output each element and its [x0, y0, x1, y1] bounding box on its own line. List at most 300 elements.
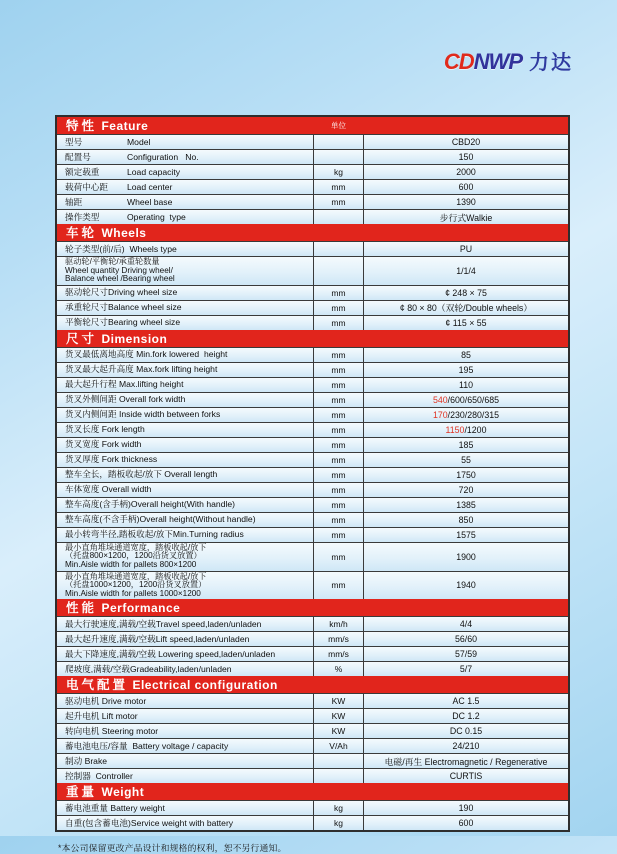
row-label-text: [65, 696, 313, 707]
row-label-zh: 自重(包含蓄电池): [65, 817, 131, 828]
unit-cell: kg: [314, 165, 364, 179]
value-cell: [364, 438, 568, 452]
value-text: DC 0.15: [449, 726, 483, 737]
row-label: [57, 647, 314, 661]
value-cell: [364, 572, 568, 600]
spec-row: [57, 377, 568, 392]
unit-cell: [314, 210, 364, 224]
row-label: [57, 242, 314, 256]
row-label-line: Min.Aisle width for pallets 1000×1200: [65, 588, 201, 598]
section-title-zh: 特性: [66, 119, 98, 133]
value-text: 1385: [456, 499, 476, 510]
row-label-text: [65, 439, 313, 450]
row-label: [57, 468, 314, 482]
row-label: [57, 498, 314, 512]
value-cell: [364, 423, 568, 437]
row-label-text: [65, 514, 313, 525]
row-label-text: [65, 484, 313, 495]
value-cell: [364, 647, 568, 661]
value-text: ¢ 248 × 75: [445, 287, 487, 298]
row-label-en: Overall fork width: [116, 394, 186, 405]
row-label-en: Max.fork lifting height: [133, 364, 218, 375]
value-text: 电磁/再生 Electromagnetic / Regenerative: [384, 756, 548, 767]
value-text: DC 1.2: [452, 711, 480, 722]
row-label-en: Inside width between forks: [116, 409, 221, 420]
row-label-zh: 起升电机: [65, 710, 100, 721]
unit-cell: KW: [314, 694, 364, 708]
section-header-wheels: [57, 224, 568, 241]
row-label-zh: 蓄电池电压/容量: [65, 740, 128, 751]
row-label-text: [65, 137, 313, 148]
value-cell: [364, 754, 568, 768]
row-label-text: [65, 469, 313, 480]
row-label-en: Brake: [82, 755, 108, 766]
row-label-zh: 控制器: [65, 770, 91, 781]
row-label-text: [65, 741, 313, 752]
value-cell: [364, 408, 568, 422]
row-label-zh: 最大起升速度,满载/空载: [65, 633, 156, 644]
unit-cell: mm: [314, 498, 364, 512]
section-title-en: Electrical configuration: [132, 678, 278, 693]
value-cell: [364, 801, 568, 815]
spec-row: [57, 646, 568, 661]
spec-row: [57, 256, 568, 285]
row-label-text: [65, 287, 313, 298]
row-label: [57, 724, 314, 738]
unit-cell: mm: [314, 286, 364, 300]
value-cell: [364, 483, 568, 497]
value-cell: [364, 724, 568, 738]
section-header-performance: [57, 599, 568, 616]
value-text: 110: [458, 379, 474, 390]
section-title: [57, 116, 314, 135]
spec-row: [57, 437, 568, 452]
unit-cell: mm/s: [314, 632, 364, 646]
row-label-text: [65, 818, 313, 829]
spec-row: [57, 631, 568, 646]
row-label-text: [65, 664, 313, 675]
row-label-text: [65, 771, 313, 782]
value-text: 1750: [456, 469, 476, 480]
value-text: 4/4: [459, 619, 473, 630]
row-label-zh: 货叉最低离地高度: [65, 349, 134, 360]
row-label-zh: 轴距: [65, 196, 83, 207]
unit-cell: mm: [314, 408, 364, 422]
value-cell: [364, 632, 568, 646]
value-text: 190: [458, 803, 474, 814]
value-text: 195: [458, 364, 474, 375]
row-label-zh: 爬坡度,满载/空载: [65, 663, 130, 674]
logo-chinese-name: 力达: [529, 52, 573, 74]
row-label-text: [65, 711, 313, 722]
row-label-en: Battery weight: [107, 802, 165, 813]
row-label-text: [65, 649, 313, 660]
unit-cell: %: [314, 662, 364, 676]
row-label-en: Overall length: [161, 469, 218, 480]
spec-row: [57, 753, 568, 768]
row-label-text: [65, 619, 313, 630]
row-label-text: [65, 152, 313, 163]
value-text: 57/59: [454, 649, 477, 660]
spec-row: [57, 815, 568, 830]
value-text: 2000: [456, 167, 476, 177]
spec-row: [57, 512, 568, 527]
row-label: [57, 709, 314, 723]
unit-cell: [314, 769, 364, 783]
value-cell: [364, 348, 568, 362]
row-label-en: Min.Turning radius: [172, 529, 244, 540]
row-label-zh: 驱动轮尺寸: [65, 287, 108, 298]
value-highlight: 170: [432, 409, 448, 420]
value-tail: /230/280/315: [447, 409, 500, 420]
value-tail: /1200: [464, 424, 487, 435]
row-label-en: Controller: [90, 770, 133, 781]
row-label-text: [65, 317, 313, 328]
value-cell: [364, 242, 568, 256]
value-text: 600: [458, 818, 474, 829]
row-label-en: Balance wheel size: [107, 302, 182, 313]
unit-cell: mm: [314, 316, 364, 330]
value-cell: [364, 180, 568, 194]
spec-row: [57, 285, 568, 300]
value-cell: [364, 468, 568, 482]
row-label-text: [65, 499, 313, 510]
row-label-line: Balance wheel /Bearing wheel: [65, 274, 175, 284]
row-label-text: [65, 167, 313, 178]
row-label-text: [65, 756, 313, 767]
spec-row: [57, 542, 568, 571]
row-label-zh: 最大下降速度,满载/空载: [65, 648, 156, 659]
unit-cell: [314, 242, 364, 256]
row-label-text: [65, 364, 313, 375]
section-title: [57, 782, 314, 801]
value-cell: [364, 694, 568, 708]
row-label-zh: 驱动电机: [65, 695, 100, 706]
unit-cell: mm: [314, 483, 364, 497]
row-label-en: Lift motor: [99, 710, 138, 721]
spec-row: [57, 194, 568, 209]
row-label-en: Load center: [127, 181, 173, 192]
spec-table: [55, 115, 570, 832]
row-label: [57, 363, 314, 377]
row-label-zh: 配置号: [65, 151, 91, 162]
value-text: 1900: [456, 551, 476, 562]
brand-logo: [444, 46, 573, 75]
value-cell: [364, 528, 568, 542]
unit-cell: mm: [314, 572, 364, 600]
value-cell: [364, 363, 568, 377]
section-title-zh: 车轮: [66, 226, 98, 240]
unit-cell: mm: [314, 513, 364, 527]
row-label-line: 最小直角堆垛通道宽度，踏板收起/放下: [65, 571, 207, 581]
value-text: 1390: [456, 197, 476, 207]
unit-cell: mm: [314, 363, 364, 377]
spec-row: [57, 164, 568, 179]
unit-cell: mm: [314, 468, 364, 482]
row-label: [57, 393, 314, 407]
spec-row: [57, 362, 568, 377]
unit-cell: KW: [314, 724, 364, 738]
row-label-line: Min.Aisle width for pallets 800×1200: [65, 559, 197, 569]
row-label-en: Lift speed,laden/unladen: [155, 633, 250, 644]
spec-row: [57, 693, 568, 708]
row-label-zh: 整车高度(不含手柄): [65, 514, 140, 525]
row-label-zh: 货叉长度: [65, 424, 100, 435]
row-label-text: [65, 529, 313, 540]
section-title-zh: 重量: [66, 785, 98, 800]
row-label-zh: 货叉内侧间距: [65, 409, 117, 420]
spec-row: [57, 315, 568, 330]
row-label: [57, 528, 314, 542]
value-cell: [364, 301, 568, 315]
value-text: 600: [458, 182, 474, 192]
unit-cell: mm: [314, 423, 364, 437]
unit-cell: kg: [314, 816, 364, 830]
section-title-zh: 性能: [66, 601, 98, 616]
section-title-en: Dimension: [101, 331, 168, 346]
spec-row: [57, 723, 568, 738]
value-text: CBD20: [451, 137, 481, 147]
row-label-en: Service weight with battery: [130, 817, 234, 828]
unit-cell: [314, 754, 364, 768]
row-label-en: Bearing wheel size: [107, 317, 181, 328]
value-cell: [364, 286, 568, 300]
row-label-zh: 货叉最大起升高度: [65, 364, 134, 375]
value-cell: [364, 393, 568, 407]
value-cell: [364, 210, 568, 224]
value-cell: [364, 543, 568, 571]
value-cell: [364, 195, 568, 209]
row-label: [57, 453, 314, 467]
row-label: [57, 632, 314, 646]
value-highlight: 1150: [445, 424, 465, 435]
row-label-en: Driving wheel size: [107, 287, 178, 298]
row-label-zh: 最大行驶速度,满载/空载: [65, 618, 156, 629]
value-text: CURTIS: [449, 771, 483, 782]
row-label-en: Overall height(With handle): [130, 499, 236, 510]
value-text: 150: [458, 152, 474, 162]
value-cell: [364, 150, 568, 164]
value-text: ¢ 80 × 80（双轮/Double wheels）: [399, 303, 533, 314]
value-text: 1940: [456, 580, 476, 591]
row-label-en: Overall width: [99, 484, 152, 495]
spec-row: [57, 571, 568, 600]
row-label-zh: 货叉厚度: [65, 454, 100, 465]
row-label: [57, 572, 314, 600]
row-label-line: 最小直角堆垛通道宽度，踏板收起/放下: [65, 542, 207, 552]
section-title-en: Weight: [101, 785, 145, 800]
value-cell: [364, 739, 568, 753]
unit-cell: kg: [314, 801, 364, 815]
spec-row: [57, 179, 568, 194]
row-label: [57, 543, 314, 571]
value-text: PU: [459, 244, 473, 254]
row-label: [57, 195, 314, 209]
value-cell: [364, 709, 568, 723]
section-header-weight: [57, 783, 568, 800]
spec-row: [57, 422, 568, 437]
spec-row: [57, 392, 568, 407]
row-label-text: [65, 197, 313, 208]
row-label-text: [65, 182, 313, 193]
row-label-zh: 承重轮尺寸: [65, 302, 108, 313]
row-label-zh: 制动: [65, 755, 83, 766]
row-label-en: Fork length: [99, 424, 145, 435]
unit-cell: [314, 257, 364, 285]
row-label: [57, 257, 314, 285]
value-cell: [364, 378, 568, 392]
unit-cell: mm: [314, 180, 364, 194]
row-label-en: Min.fork lowered height: [133, 349, 228, 360]
row-label-en: Wheel base: [127, 196, 173, 207]
section-title-en: Feature: [101, 119, 149, 133]
row-label-en: Steering motor: [99, 725, 159, 736]
row-label-line: （托盘1000×1200，1200沿货叉放置）: [65, 580, 207, 590]
row-label-en: Fork thickness: [99, 454, 158, 465]
row-label: [57, 165, 314, 179]
unit-cell: mm: [314, 393, 364, 407]
section-title-en: Wheels: [101, 226, 147, 240]
value-cell: [364, 498, 568, 512]
row-label: [57, 135, 314, 149]
row-label-zh: 最大起升行程: [65, 379, 117, 390]
row-label-text: [65, 634, 313, 645]
row-label-text: [65, 379, 313, 390]
value-cell: [364, 513, 568, 527]
value-cell: [364, 769, 568, 783]
section-title-zh: 尺寸: [66, 331, 98, 346]
unit-cell: mm: [314, 348, 364, 362]
value-text: AC 1.5: [452, 696, 480, 707]
row-label-text: [65, 454, 313, 465]
value-text: 5/7: [459, 664, 473, 675]
row-label: [57, 694, 314, 708]
spec-row: [57, 661, 568, 676]
spec-row: [57, 241, 568, 256]
unit-cell: km/h: [314, 617, 364, 631]
section-header-dimension: [57, 330, 568, 347]
row-label-en: Wheels type: [124, 243, 177, 254]
row-label: [57, 180, 314, 194]
unit-cell: V/Ah: [314, 739, 364, 753]
row-label-en: Max.lifting height: [116, 379, 184, 390]
unit-cell: [314, 135, 364, 149]
row-label-zh: 最小转弯半径,踏板收起/放下: [65, 529, 173, 540]
value-cell: [364, 453, 568, 467]
row-label: [57, 662, 314, 676]
spec-row: [57, 467, 568, 482]
row-label-text: [65, 244, 313, 255]
spec-row: [57, 134, 568, 149]
row-label-line: 驱动轮/平衡轮/承重轮数量: [65, 257, 160, 266]
value-text: 1/1/4: [456, 265, 476, 276]
unit-cell: mm: [314, 543, 364, 571]
row-label-text: [65, 394, 313, 405]
section-title-en: Performance: [101, 601, 181, 616]
row-label: [57, 617, 314, 631]
row-label-zh: 货叉外侧间距: [65, 394, 117, 405]
spec-row: [57, 149, 568, 164]
row-label-en: Gradeability,laden/unladen: [129, 663, 232, 674]
section-header-electrical: [57, 676, 568, 693]
row-label: [57, 378, 314, 392]
row-label-text: [65, 302, 313, 313]
row-label: [57, 150, 314, 164]
row-label-en: Load capacity: [127, 166, 181, 177]
row-label-zh: 操作类型: [65, 211, 100, 222]
unit-cell: mm: [314, 438, 364, 452]
row-label-en: Configuration No.: [127, 151, 199, 162]
value-cell: [364, 617, 568, 631]
spec-row: [57, 616, 568, 631]
section-title-zh: 电气配置: [66, 678, 129, 693]
spec-row: [57, 527, 568, 542]
row-label-text: [65, 726, 313, 737]
row-label: [57, 769, 314, 783]
value-text: 85: [461, 349, 471, 360]
row-label: [57, 408, 314, 422]
row-label: [57, 348, 314, 362]
row-label-en: Battery voltage / capacity: [127, 740, 229, 751]
spec-row: [57, 738, 568, 753]
row-label-line: （托盘800×1200，1200沿货叉放置）: [65, 551, 202, 561]
row-label-zh: 整车高度(含手柄): [65, 499, 131, 510]
value-highlight: 540: [432, 394, 448, 405]
unit-cell: [314, 150, 364, 164]
spec-row: [57, 209, 568, 224]
logo-nwp-text: NWP: [473, 49, 522, 74]
row-label: [57, 301, 314, 315]
section-title: [57, 223, 314, 242]
section-header-feature: [57, 117, 568, 134]
spec-row: [57, 708, 568, 723]
row-label: [57, 210, 314, 224]
row-label-zh: 型号: [65, 136, 83, 147]
unit-cell: mm: [314, 301, 364, 315]
spec-row: [57, 407, 568, 422]
row-label-en: Operating type: [127, 211, 186, 222]
row-label: [57, 423, 314, 437]
unit-cell: mm: [314, 195, 364, 209]
row-label-line: Wheel quantity Driving wheel/: [65, 265, 173, 275]
row-label-zh: 蓄电池重量: [65, 802, 108, 813]
value-cell: [364, 316, 568, 330]
logo-cd-mark: CD: [443, 49, 474, 74]
row-label: [57, 513, 314, 527]
row-label-en: Lowering speed,laden/unladen: [155, 648, 276, 659]
row-label-zh: 载荷中心距: [65, 181, 108, 192]
row-label-zh: 转向电机: [65, 725, 100, 736]
value-text: 1575: [456, 529, 476, 540]
row-label-zh: 额定载重: [65, 166, 100, 177]
value-text: 55: [461, 454, 471, 465]
row-label-zh: 平衡轮尺寸: [65, 317, 108, 328]
row-label: [57, 801, 314, 815]
row-label-text: [65, 349, 313, 360]
row-label: [57, 816, 314, 830]
row-label-en: Overall height(Without handle): [139, 514, 256, 525]
footnote: *本公司保留更改产品设计和规格的权利，恕不另行通知。: [58, 843, 287, 854]
section-title: [57, 598, 314, 617]
section-title: [57, 675, 314, 694]
spec-row: [57, 347, 568, 362]
row-label-zh: 轮子类型(前/后): [65, 243, 125, 254]
row-label: [57, 286, 314, 300]
spec-row: [57, 497, 568, 512]
unit-cell: mm: [314, 453, 364, 467]
row-label: [57, 754, 314, 768]
value-text: 步行式Walkie: [439, 212, 493, 223]
